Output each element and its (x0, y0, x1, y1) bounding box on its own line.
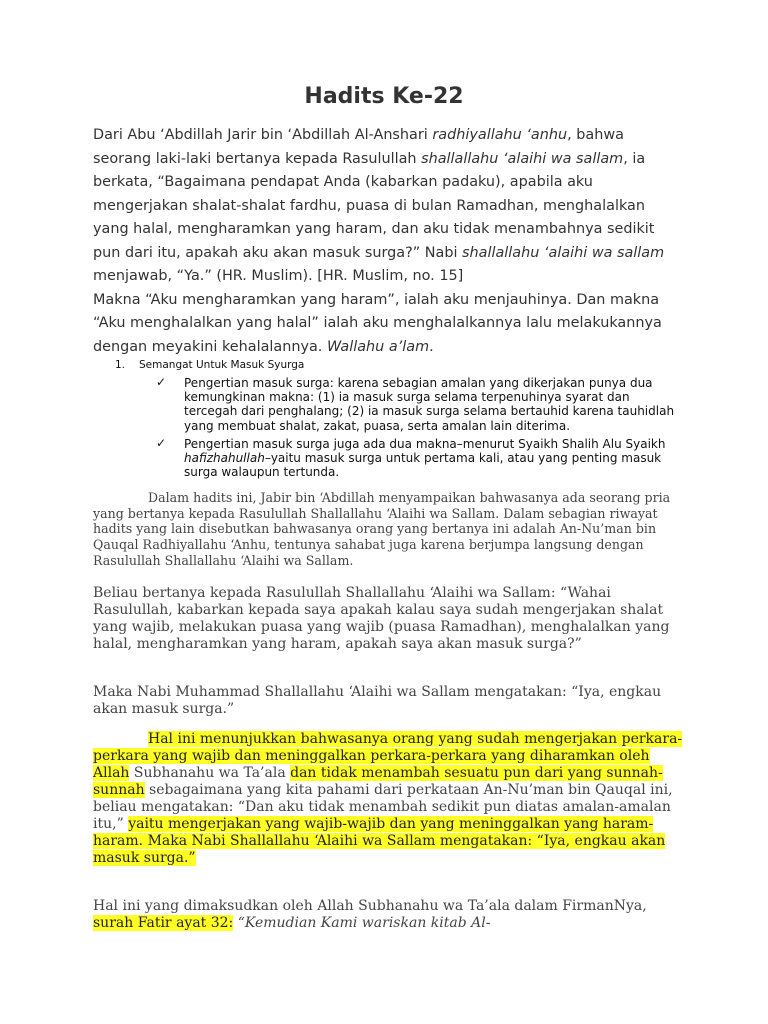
text-run: Makna “Aku mengharamkan yang haram”, ialah aku menjauhinya. Dan makna “Aku menghalalkan yang halal” ialah aku menghalalkannya lalu melakukannya dengan meyakini kehalalannya. (93, 291, 662, 355)
text-run: , bahwa seorang laki-laki bertanya kepada Rasulullah (93, 127, 624, 167)
explanation-paragraph (93, 490, 673, 569)
check-item-text: Pengertian masuk surga: karena sebagian amalan yang dikerjakan punya dua kemungkinan makna: (1) ia masuk surga selama terpenuhinya syarat dan tercegah dari penghalang; (2) ia masuk surga selama bertauhid karena tauhidlah yang membuat shalat, zakat, puasa, serta amalan lain diterima. (184, 376, 675, 433)
highlighted-text: surah Fatir ayat 32: (93, 915, 234, 931)
check-item-text: Pengertian masuk surga juga ada dua makna–menurut Syaikh Shalih Alu Syaikh (184, 436, 666, 451)
checkmark-icon: ✓ (156, 435, 167, 450)
paragraph-indent (93, 490, 148, 505)
hadith-text (93, 124, 683, 359)
highlighted-text: yaitu mengerjakan yang wajib-wajib dan yang meninggalkan yang haram-haram. Maka Nabi Shallallahu ‘Alaihi wa Sallam mengatakan: “Iya, engkau akan masuk surga.” (93, 816, 666, 866)
answer-paragraph: Maka Nabi Muhammad Shallallahu ‘Alaihi wa Sallam mengatakan: “Iya, engkau akan masuk surga.” (93, 684, 662, 717)
quran-reference-paragraph (93, 898, 683, 932)
numbered-list (115, 358, 675, 479)
list-heading (115, 358, 675, 372)
text-run: Dalam hadits ini, Jabir bin ‘Abdillah menyampaikan bahwasanya ada seorang pria yang bertanya kepada Rasulullah Shallallahu ‘Alaihi wa Sallam. Dalam sebagian riwayat hadits yang lain disebutkan bahwasanya orang yang bertanya ini adalah An-Nu’man bin Qauqal Radhiyallahu ‘Anhu, tentunya sahabat juga karena berjumpa langsung dengan Rasulullah Shallallahu ‘Alaihi wa Sallam. (93, 490, 671, 568)
text-run: sebagaimana yang kita pahami dari perkataan An-Nu’man bin Qauqal ini, beliau mengatakan: “Dan aku tidak menambah sedikit pun diatas amalan-amalan itu,” (93, 782, 673, 832)
italic-phrase: Wallahu a’lam (326, 338, 430, 355)
check-item-text: –yaitu masuk surga untuk pertama kali, atau yang penting masuk surga walaupun tertunda. (184, 451, 662, 480)
check-item (156, 435, 675, 480)
question-paragraph: Beliau bertanya kepada Rasulullah Shallallahu ‘Alaihi wa Sallam: “Wahai Rasulullah, kabarkan kepada saya apakah kalau saya sudah mengerjakan shalat yang wajib, melakukan puasa yang wajib (puasa Ramadhan), menghalalkan yang halal, mengharamkan yang haram, apakah saya akan masuk surga?” (93, 585, 670, 652)
hadith-paragraph (93, 124, 683, 289)
check-item (156, 375, 675, 433)
highlighted-text: dan tidak menambah sesuatu pun dari yang sunnah-sunnah (93, 765, 663, 798)
italic-quote: “Kemudian Kami wariskan kitab Al- (233, 915, 491, 931)
italic-phrase: hafizhahullah (184, 451, 265, 466)
italic-phrase: shallallahu ‘alaihi wa sallam (421, 150, 624, 167)
checkmark-icon: ✓ (156, 375, 167, 389)
highlighted-text: Hal ini menunjukkan bahwasanya orang yang sudah mengerjakan perkara-perkara yang wajib dan meninggalkan perkara-perkara yang diharamkan oleh Allah (93, 731, 683, 781)
text-run: , ia berkata, “Bagaimana pendapat Anda (kabarkan padaku), apabila aku mengerjakan shalat-shalat fardhu, puasa di bulan Ramadhan, menghalalkan yang halal, mengharamkan yang haram, dan aku tidak menambahnya sedikit pun dari itu, apakah aku akan masuk surga?” Nabi (93, 150, 655, 261)
text-run: Subhanahu wa Ta’ala (129, 765, 291, 781)
text-run: menjawab, “Ya.” (HR. Muslim). [HR. Muslim, no. 15] (93, 268, 464, 284)
italic-phrase: shallallahu ‘alaihi wa sallam (462, 244, 665, 261)
list-heading-text: Semangat Untuk Masuk Syurga (139, 359, 305, 371)
page-title: Hadits Ke-22 (304, 84, 464, 109)
highlighted-paragraph (93, 731, 683, 867)
paragraph-indent (93, 731, 148, 747)
meaning-paragraph (93, 289, 683, 360)
italic-phrase: radhiyallahu ‘anhu (432, 127, 568, 143)
text-run: Dari Abu ‘Abdillah Jarir bin ‘Abdillah Al-Anshari (93, 127, 433, 143)
list-number: 1. (115, 359, 126, 371)
text-run: . (429, 338, 434, 355)
text-run: Hal ini yang dimaksudkan oleh Allah Subhanahu wa Ta’ala dalam FirmanNya, (93, 898, 647, 914)
